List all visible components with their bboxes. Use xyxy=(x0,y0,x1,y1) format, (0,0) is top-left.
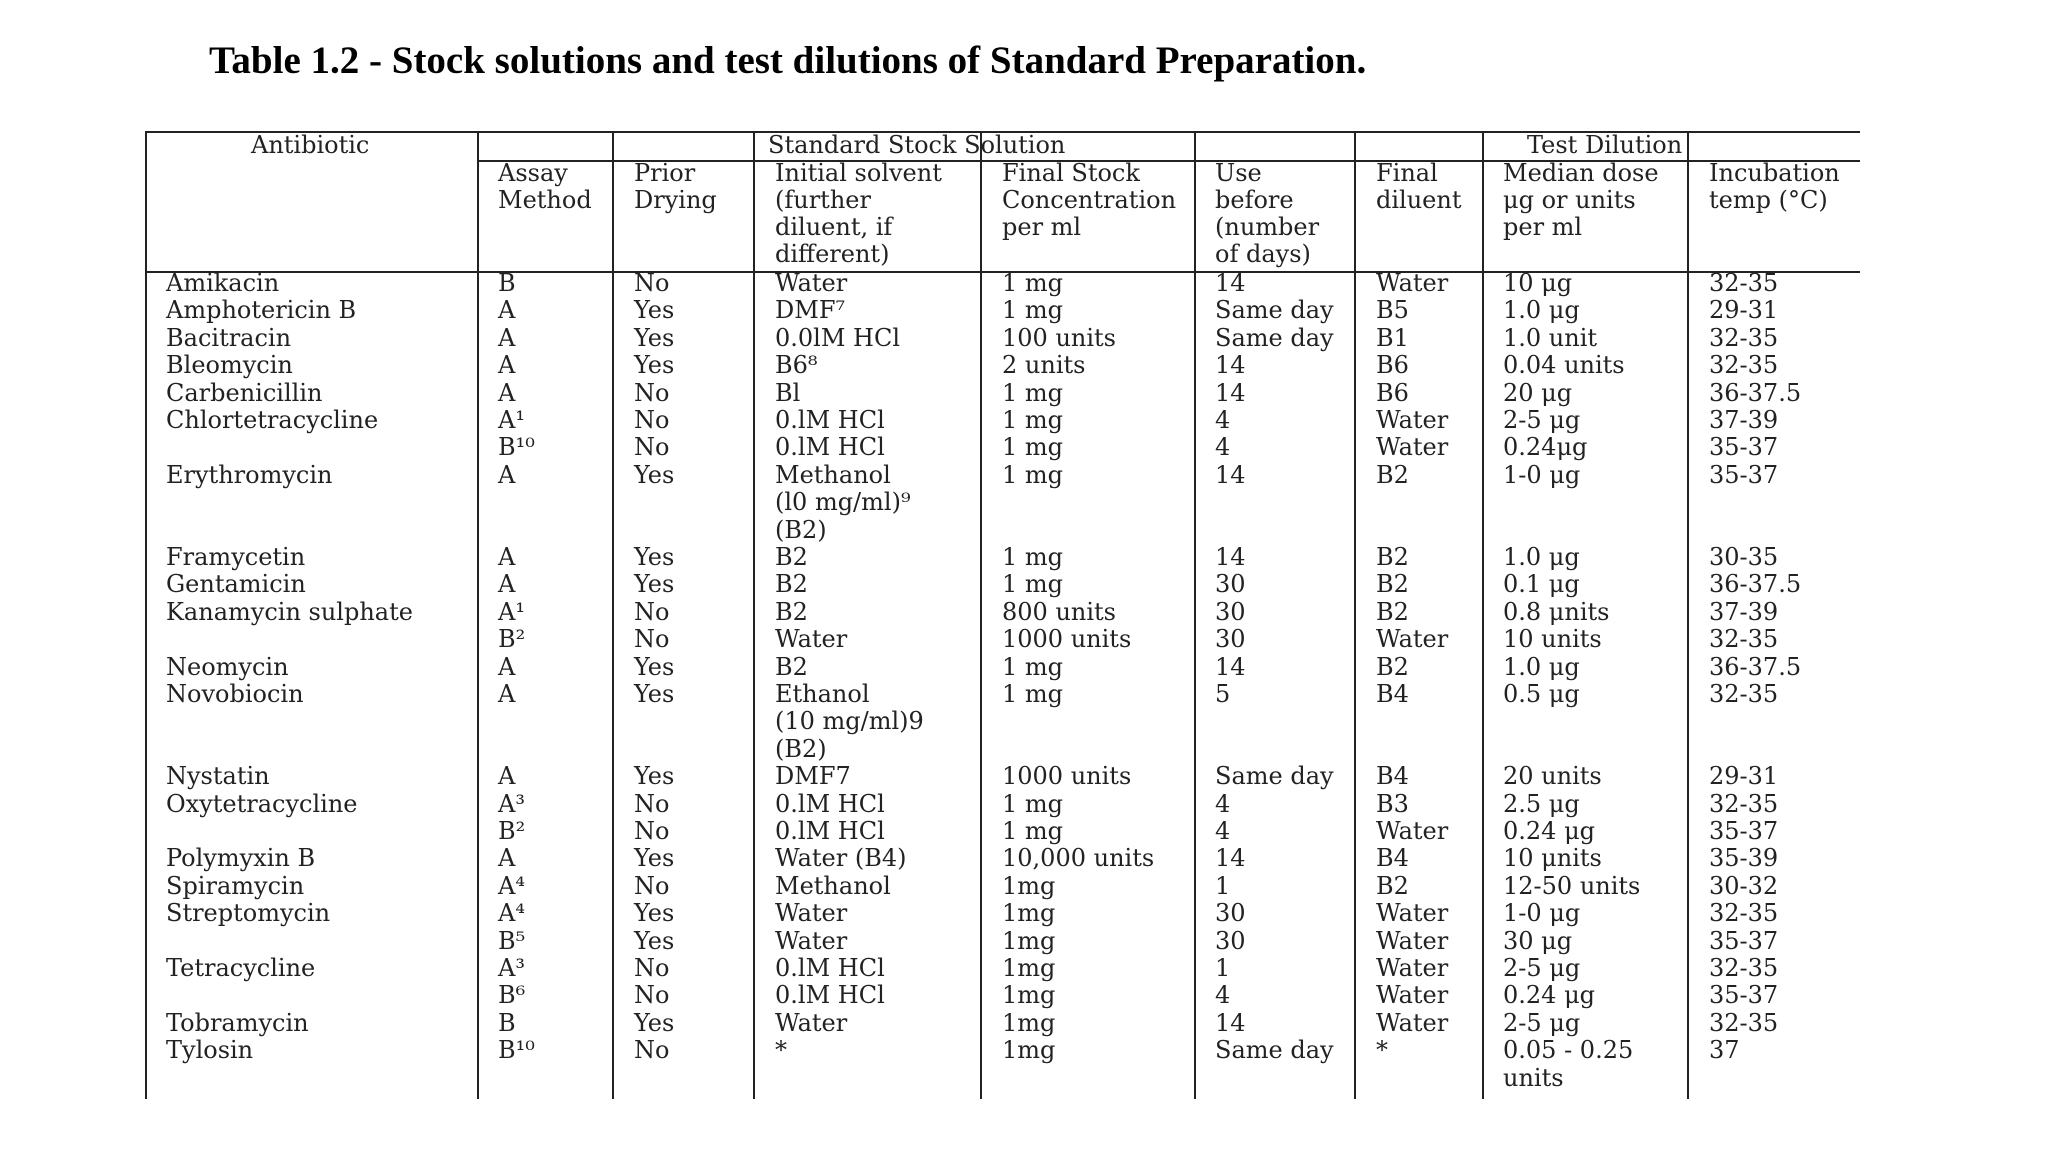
cell-assay-method: B² xyxy=(498,817,526,845)
cell-use-before: 4 xyxy=(1215,789,1231,818)
cell-median-dose: units xyxy=(1503,1063,1564,1092)
cell-final-diluent: Water xyxy=(1376,625,1449,654)
cell-antibiotic: Spiramycin xyxy=(166,871,305,900)
cell-prior-drying: No xyxy=(634,954,670,982)
col-header-initial-solvent: Initial solvent (further diluent, if different) xyxy=(775,159,942,268)
cell-use-before: Same day xyxy=(1215,1036,1334,1065)
cell-incubation-temp: 36-37.5 xyxy=(1709,570,1802,599)
cell-assay-method: A xyxy=(498,378,516,407)
cell-use-before: 30 xyxy=(1215,625,1246,654)
cell-use-before: Same day xyxy=(1215,296,1334,325)
cell-final-diluent: B6 xyxy=(1376,351,1409,380)
cell-assay-method: A xyxy=(498,762,516,791)
cell-median-dose: 2-5 μg xyxy=(1503,406,1581,434)
cell-assay-method: B xyxy=(498,1008,516,1037)
cell-final-diluent: B2 xyxy=(1376,597,1409,626)
cell-assay-method: A xyxy=(498,680,516,708)
cell-use-before: 14 xyxy=(1215,460,1246,489)
col-header-use-before: Use before (number of days) xyxy=(1215,159,1320,268)
cell-assay-method: B xyxy=(498,269,516,297)
cell-incubation-temp: 32-35 xyxy=(1709,680,1779,708)
cell-incubation-temp: 35-37 xyxy=(1709,460,1779,489)
cell-final-stock: 1 mg xyxy=(1002,460,1064,489)
cell-median-dose: 0.5 μg xyxy=(1503,680,1580,708)
cell-final-stock: 1mg xyxy=(1002,981,1056,1010)
col-header-median-dose: Median dose μg or units per ml xyxy=(1503,159,1659,241)
cell-antibiotic: Framycetin xyxy=(166,543,306,571)
cell-assay-method: A xyxy=(498,296,516,325)
cell-assay-method: A xyxy=(498,543,516,571)
cell-final-diluent: B1 xyxy=(1376,323,1409,352)
cell-antibiotic: Erythromycin xyxy=(166,460,333,489)
cell-final-stock: 1000 units xyxy=(1002,762,1132,791)
col-header-final-diluent: Final diluent xyxy=(1376,159,1462,214)
cell-antibiotic: Tylosin xyxy=(166,1036,254,1065)
cell-incubation-temp: 32-35 xyxy=(1709,954,1779,982)
cell-prior-drying: No xyxy=(634,789,670,818)
cell-final-stock: 1 mg xyxy=(1002,543,1064,571)
cell-final-stock: 1mg xyxy=(1002,1036,1056,1065)
cell-antibiotic: Kanamycin sulphate xyxy=(166,597,413,626)
cell-final-stock: 1 mg xyxy=(1002,406,1064,434)
cell-assay-method: A³ xyxy=(498,789,525,818)
cell-initial-solvent: B2 xyxy=(775,652,808,681)
cell-initial-solvent: B2 xyxy=(775,597,808,626)
cell-incubation-temp: 32-35 xyxy=(1709,351,1779,380)
group-header-stock: Standard Stock Solution xyxy=(768,131,1066,159)
cell-incubation-temp: 32-35 xyxy=(1709,625,1779,654)
cell-final-diluent: Water xyxy=(1376,954,1449,982)
cell-final-diluent: B2 xyxy=(1376,652,1409,681)
cell-final-stock: 1 mg xyxy=(1002,269,1064,297)
cell-median-dose: 10 μnits xyxy=(1503,844,1602,873)
cell-antibiotic: Gentamicin xyxy=(166,570,306,599)
cell-final-diluent: B2 xyxy=(1376,871,1409,900)
cell-median-dose: 2-5 μg xyxy=(1503,1008,1581,1037)
cell-final-diluent: Water xyxy=(1376,926,1449,955)
cell-final-diluent: B4 xyxy=(1376,844,1409,873)
col-divider xyxy=(477,131,479,1099)
cell-initial-solvent: 0.lM HCl xyxy=(775,406,885,434)
cell-prior-drying: Yes xyxy=(634,680,675,708)
cell-initial-solvent: Water xyxy=(775,899,848,928)
cell-antibiotic: Streptomycin xyxy=(166,899,331,928)
cell-final-diluent: B4 xyxy=(1376,680,1409,708)
col-divider xyxy=(753,131,755,1099)
cell-final-stock: 1 mg xyxy=(1002,570,1064,599)
cell-incubation-temp: 37 xyxy=(1709,1036,1740,1065)
cell-use-before: 14 xyxy=(1215,351,1246,380)
cell-final-stock: 2 units xyxy=(1002,351,1086,380)
cell-use-before: 14 xyxy=(1215,844,1246,873)
cell-final-stock: 100 units xyxy=(1002,323,1116,352)
cell-use-before: 30 xyxy=(1215,597,1246,626)
cell-antibiotic: Bleomycin xyxy=(166,351,293,380)
cell-incubation-temp: 35-37 xyxy=(1709,433,1779,462)
cell-initial-solvent: B6⁸ xyxy=(775,351,818,380)
cell-median-dose: 2-5 μg xyxy=(1503,954,1581,982)
cell-final-diluent: * xyxy=(1376,1036,1388,1065)
cell-assay-method: A xyxy=(498,323,516,352)
cell-prior-drying: No xyxy=(634,1036,670,1065)
group-header-antibiotic: Antibiotic xyxy=(251,131,370,159)
cell-initial-solvent: 0.lM HCl xyxy=(775,817,885,845)
cell-median-dose: 30 μg xyxy=(1503,926,1573,955)
cell-initial-solvent: (B2) xyxy=(775,515,827,544)
cell-prior-drying: No xyxy=(634,625,670,654)
cell-initial-solvent: DMF7 xyxy=(775,762,851,791)
cell-prior-drying: Yes xyxy=(634,926,675,955)
cell-median-dose: 1-0 μg xyxy=(1503,460,1581,489)
cell-final-diluent: B4 xyxy=(1376,762,1409,791)
cell-median-dose: 1-0 μg xyxy=(1503,899,1581,928)
cell-final-diluent: B6 xyxy=(1376,378,1409,407)
cell-final-stock: 1mg xyxy=(1002,954,1056,982)
cell-antibiotic: Tobramycin xyxy=(166,1008,309,1037)
cell-assay-method: A xyxy=(498,460,516,489)
cell-median-dose: 1.0 unit xyxy=(1503,323,1598,352)
cell-incubation-temp: 35-37 xyxy=(1709,926,1779,955)
cell-initial-solvent: (l0 mg/ml)⁹ xyxy=(775,488,911,517)
cell-initial-solvent: 0.lM HCl xyxy=(775,789,885,818)
col-header-prior-drying: Prior Drying xyxy=(634,159,717,214)
cell-final-stock: 1 mg xyxy=(1002,789,1064,818)
cell-use-before: 14 xyxy=(1215,543,1246,571)
cell-prior-drying: Yes xyxy=(634,762,675,791)
cell-prior-drying: No xyxy=(634,269,670,297)
cell-final-diluent: B2 xyxy=(1376,570,1409,599)
group-header-test: Test Dilution xyxy=(1527,131,1683,159)
cell-final-diluent: Water xyxy=(1376,1008,1449,1037)
cell-final-diluent: B2 xyxy=(1376,460,1409,489)
cell-prior-drying: No xyxy=(634,871,670,900)
col-divider xyxy=(612,131,614,1099)
cell-initial-solvent: Water xyxy=(775,926,848,955)
cell-use-before: 14 xyxy=(1215,1008,1246,1037)
cell-final-stock: 1 mg xyxy=(1002,378,1064,407)
cell-median-dose: 20 units xyxy=(1503,762,1602,791)
cell-incubation-temp: 35-39 xyxy=(1709,844,1779,873)
cell-assay-method: B¹⁰ xyxy=(498,433,535,462)
cell-initial-solvent: (10 mg/ml)9 xyxy=(775,707,924,736)
col-divider xyxy=(980,131,982,1099)
cell-final-diluent: Water xyxy=(1376,981,1449,1010)
cell-final-stock: 800 units xyxy=(1002,597,1116,626)
cell-antibiotic: Tetracycline xyxy=(166,954,316,982)
cell-use-before: 14 xyxy=(1215,652,1246,681)
cell-prior-drying: Yes xyxy=(634,296,675,325)
cell-incubation-temp: 37-39 xyxy=(1709,406,1779,434)
cell-final-stock: 1 mg xyxy=(1002,433,1064,462)
cell-use-before: 30 xyxy=(1215,570,1246,599)
cell-median-dose: 1.0 μg xyxy=(1503,296,1580,325)
cell-assay-method: B² xyxy=(498,625,526,654)
cell-initial-solvent: (B2) xyxy=(775,734,827,763)
cell-incubation-temp: 32-35 xyxy=(1709,323,1779,352)
cell-median-dose: 20 μg xyxy=(1503,378,1573,407)
cell-prior-drying: No xyxy=(634,817,670,845)
cell-use-before: 4 xyxy=(1215,433,1231,462)
col-divider xyxy=(1482,131,1484,1099)
cell-use-before: 4 xyxy=(1215,406,1231,434)
cell-prior-drying: Yes xyxy=(634,844,675,873)
cell-assay-method: B⁶ xyxy=(498,981,526,1010)
cell-median-dose: 10 units xyxy=(1503,625,1602,654)
cell-prior-drying: No xyxy=(634,378,670,407)
cell-incubation-temp: 35-37 xyxy=(1709,981,1779,1010)
cell-antibiotic: Polymyxin B xyxy=(166,844,316,873)
cell-use-before: 1 xyxy=(1215,954,1231,982)
cell-antibiotic: Bacitracin xyxy=(166,323,292,352)
cell-final-diluent: Water xyxy=(1376,899,1449,928)
cell-antibiotic: Oxytetracycline xyxy=(166,789,358,818)
cell-antibiotic: Nystatin xyxy=(166,762,270,791)
cell-final-diluent: B3 xyxy=(1376,789,1409,818)
cell-median-dose: 1.0 μg xyxy=(1503,543,1580,571)
cell-median-dose: 10 μg xyxy=(1503,269,1573,297)
cell-use-before: Same day xyxy=(1215,323,1334,352)
cell-median-dose: 0.24μg xyxy=(1503,433,1588,462)
cell-initial-solvent: B2 xyxy=(775,570,808,599)
table-title: Table 1.2 - Stock solutions and test dilutions of Standard Preparation. xyxy=(209,39,1367,82)
cell-prior-drying: No xyxy=(634,406,670,434)
cell-median-dose: 2.5 μg xyxy=(1503,789,1580,818)
col-divider xyxy=(1194,131,1196,1099)
cell-prior-drying: No xyxy=(634,433,670,462)
cell-assay-method: A xyxy=(498,652,516,681)
cell-use-before: 30 xyxy=(1215,899,1246,928)
cell-initial-solvent: Water (B4) xyxy=(775,844,907,873)
cell-median-dose: 0.05 - 0.25 xyxy=(1503,1036,1634,1065)
cell-initial-solvent: Water xyxy=(775,625,848,654)
cell-prior-drying: No xyxy=(634,597,670,626)
cell-final-diluent: Water xyxy=(1376,406,1449,434)
cell-assay-method: A¹ xyxy=(498,597,525,626)
col-header-final-stock: Final Stock Concentration per ml xyxy=(1002,159,1177,241)
cell-incubation-temp: 29-31 xyxy=(1709,762,1779,791)
cell-incubation-temp: 32-35 xyxy=(1709,899,1779,928)
cell-prior-drying: Yes xyxy=(634,570,675,599)
cell-final-stock: 1mg xyxy=(1002,926,1056,955)
cell-final-stock: 1mg xyxy=(1002,871,1056,900)
cell-median-dose: 12-50 units xyxy=(1503,871,1641,900)
cell-median-dose: 1.0 μg xyxy=(1503,652,1580,681)
cell-use-before: 1 xyxy=(1215,871,1231,900)
cell-use-before: 30 xyxy=(1215,926,1246,955)
cell-initial-solvent: Methanol xyxy=(775,460,891,489)
cell-initial-solvent: DMF⁷ xyxy=(775,296,846,325)
cell-prior-drying: Yes xyxy=(634,323,675,352)
antibiotic-table xyxy=(145,131,1860,1099)
cell-incubation-temp: 35-37 xyxy=(1709,817,1779,845)
cell-assay-method: A xyxy=(498,570,516,599)
cell-incubation-temp: 30-35 xyxy=(1709,543,1779,571)
cell-initial-solvent: 0.lM HCl xyxy=(775,981,885,1010)
cell-incubation-temp: 36-37.5 xyxy=(1709,378,1802,407)
cell-final-diluent: B2 xyxy=(1376,543,1409,571)
cell-initial-solvent: 0.lM HCl xyxy=(775,954,885,982)
cell-prior-drying: Yes xyxy=(634,543,675,571)
cell-incubation-temp: 29-31 xyxy=(1709,296,1779,325)
col-divider xyxy=(1687,131,1689,1099)
cell-use-before: Same day xyxy=(1215,762,1334,791)
cell-initial-solvent: * xyxy=(775,1036,787,1065)
cell-initial-solvent: Water xyxy=(775,1008,848,1037)
cell-final-stock: 1mg xyxy=(1002,1008,1056,1037)
cell-initial-solvent: Bl xyxy=(775,378,801,407)
cell-antibiotic: Neomycin xyxy=(166,652,289,681)
cell-incubation-temp: 32-35 xyxy=(1709,1008,1779,1037)
cell-incubation-temp: 30-32 xyxy=(1709,871,1779,900)
cell-prior-drying: Yes xyxy=(634,351,675,380)
cell-incubation-temp: 32-35 xyxy=(1709,789,1779,818)
cell-assay-method: B⁵ xyxy=(498,926,526,955)
cell-final-stock: 1 mg xyxy=(1002,817,1064,845)
cell-final-stock: 1 mg xyxy=(1002,296,1064,325)
col-divider xyxy=(145,131,147,1099)
cell-assay-method: B¹⁰ xyxy=(498,1036,535,1065)
cell-use-before: 5 xyxy=(1215,680,1231,708)
cell-use-before: 14 xyxy=(1215,269,1246,297)
cell-incubation-temp: 37-39 xyxy=(1709,597,1779,626)
cell-antibiotic: Novobiocin xyxy=(166,680,304,708)
cell-initial-solvent: Water xyxy=(775,269,848,297)
cell-assay-method: A xyxy=(498,844,516,873)
cell-incubation-temp: 32-35 xyxy=(1709,269,1779,297)
cell-median-dose: 0.1 μg xyxy=(1503,570,1580,599)
cell-antibiotic: Carbenicillin xyxy=(166,378,323,407)
cell-final-stock: 10,000 units xyxy=(1002,844,1155,873)
cell-prior-drying: Yes xyxy=(634,899,675,928)
cell-final-diluent: Water xyxy=(1376,269,1449,297)
cell-final-diluent: B5 xyxy=(1376,296,1409,325)
cell-assay-method: A⁴ xyxy=(498,899,525,928)
cell-final-diluent: Water xyxy=(1376,817,1449,845)
col-header-incubation-temp: Incubation temp (°C) xyxy=(1709,159,1840,214)
cell-median-dose: 0.8 μnits xyxy=(1503,597,1610,626)
cell-use-before: 4 xyxy=(1215,981,1231,1010)
cell-antibiotic: Chlortetracycline xyxy=(166,406,379,434)
col-divider xyxy=(1354,131,1356,1099)
cell-prior-drying: Yes xyxy=(634,1008,675,1037)
cell-use-before: 14 xyxy=(1215,378,1246,407)
cell-initial-solvent: 0.lM HCl xyxy=(775,433,885,462)
cell-initial-solvent: Ethanol xyxy=(775,680,870,708)
cell-final-diluent: Water xyxy=(1376,433,1449,462)
cell-median-dose: 0.24 μg xyxy=(1503,981,1596,1010)
cell-antibiotic: Amphotericin B xyxy=(166,296,357,325)
cell-antibiotic: Amikacin xyxy=(166,269,280,297)
cell-prior-drying: No xyxy=(634,981,670,1010)
cell-incubation-temp: 36-37.5 xyxy=(1709,652,1802,681)
cell-assay-method: A xyxy=(498,351,516,380)
cell-final-stock: 1 mg xyxy=(1002,652,1064,681)
cell-assay-method: A³ xyxy=(498,954,525,982)
cell-median-dose: 0.24 μg xyxy=(1503,817,1596,845)
cell-median-dose: 0.04 units xyxy=(1503,351,1625,380)
cell-initial-solvent: 0.0lM HCl xyxy=(775,323,901,352)
cell-initial-solvent: B2 xyxy=(775,543,808,571)
cell-final-stock: 1 mg xyxy=(1002,680,1064,708)
cell-assay-method: A⁴ xyxy=(498,871,525,900)
col-header-assay-method: Assay Method xyxy=(498,159,592,214)
cell-prior-drying: Yes xyxy=(634,652,675,681)
cell-assay-method: A¹ xyxy=(498,406,525,434)
cell-initial-solvent: Methanol xyxy=(775,871,891,900)
cell-prior-drying: Yes xyxy=(634,460,675,489)
cell-final-stock: 1mg xyxy=(1002,899,1056,928)
cell-final-stock: 1000 units xyxy=(1002,625,1132,654)
cell-use-before: 4 xyxy=(1215,817,1231,845)
